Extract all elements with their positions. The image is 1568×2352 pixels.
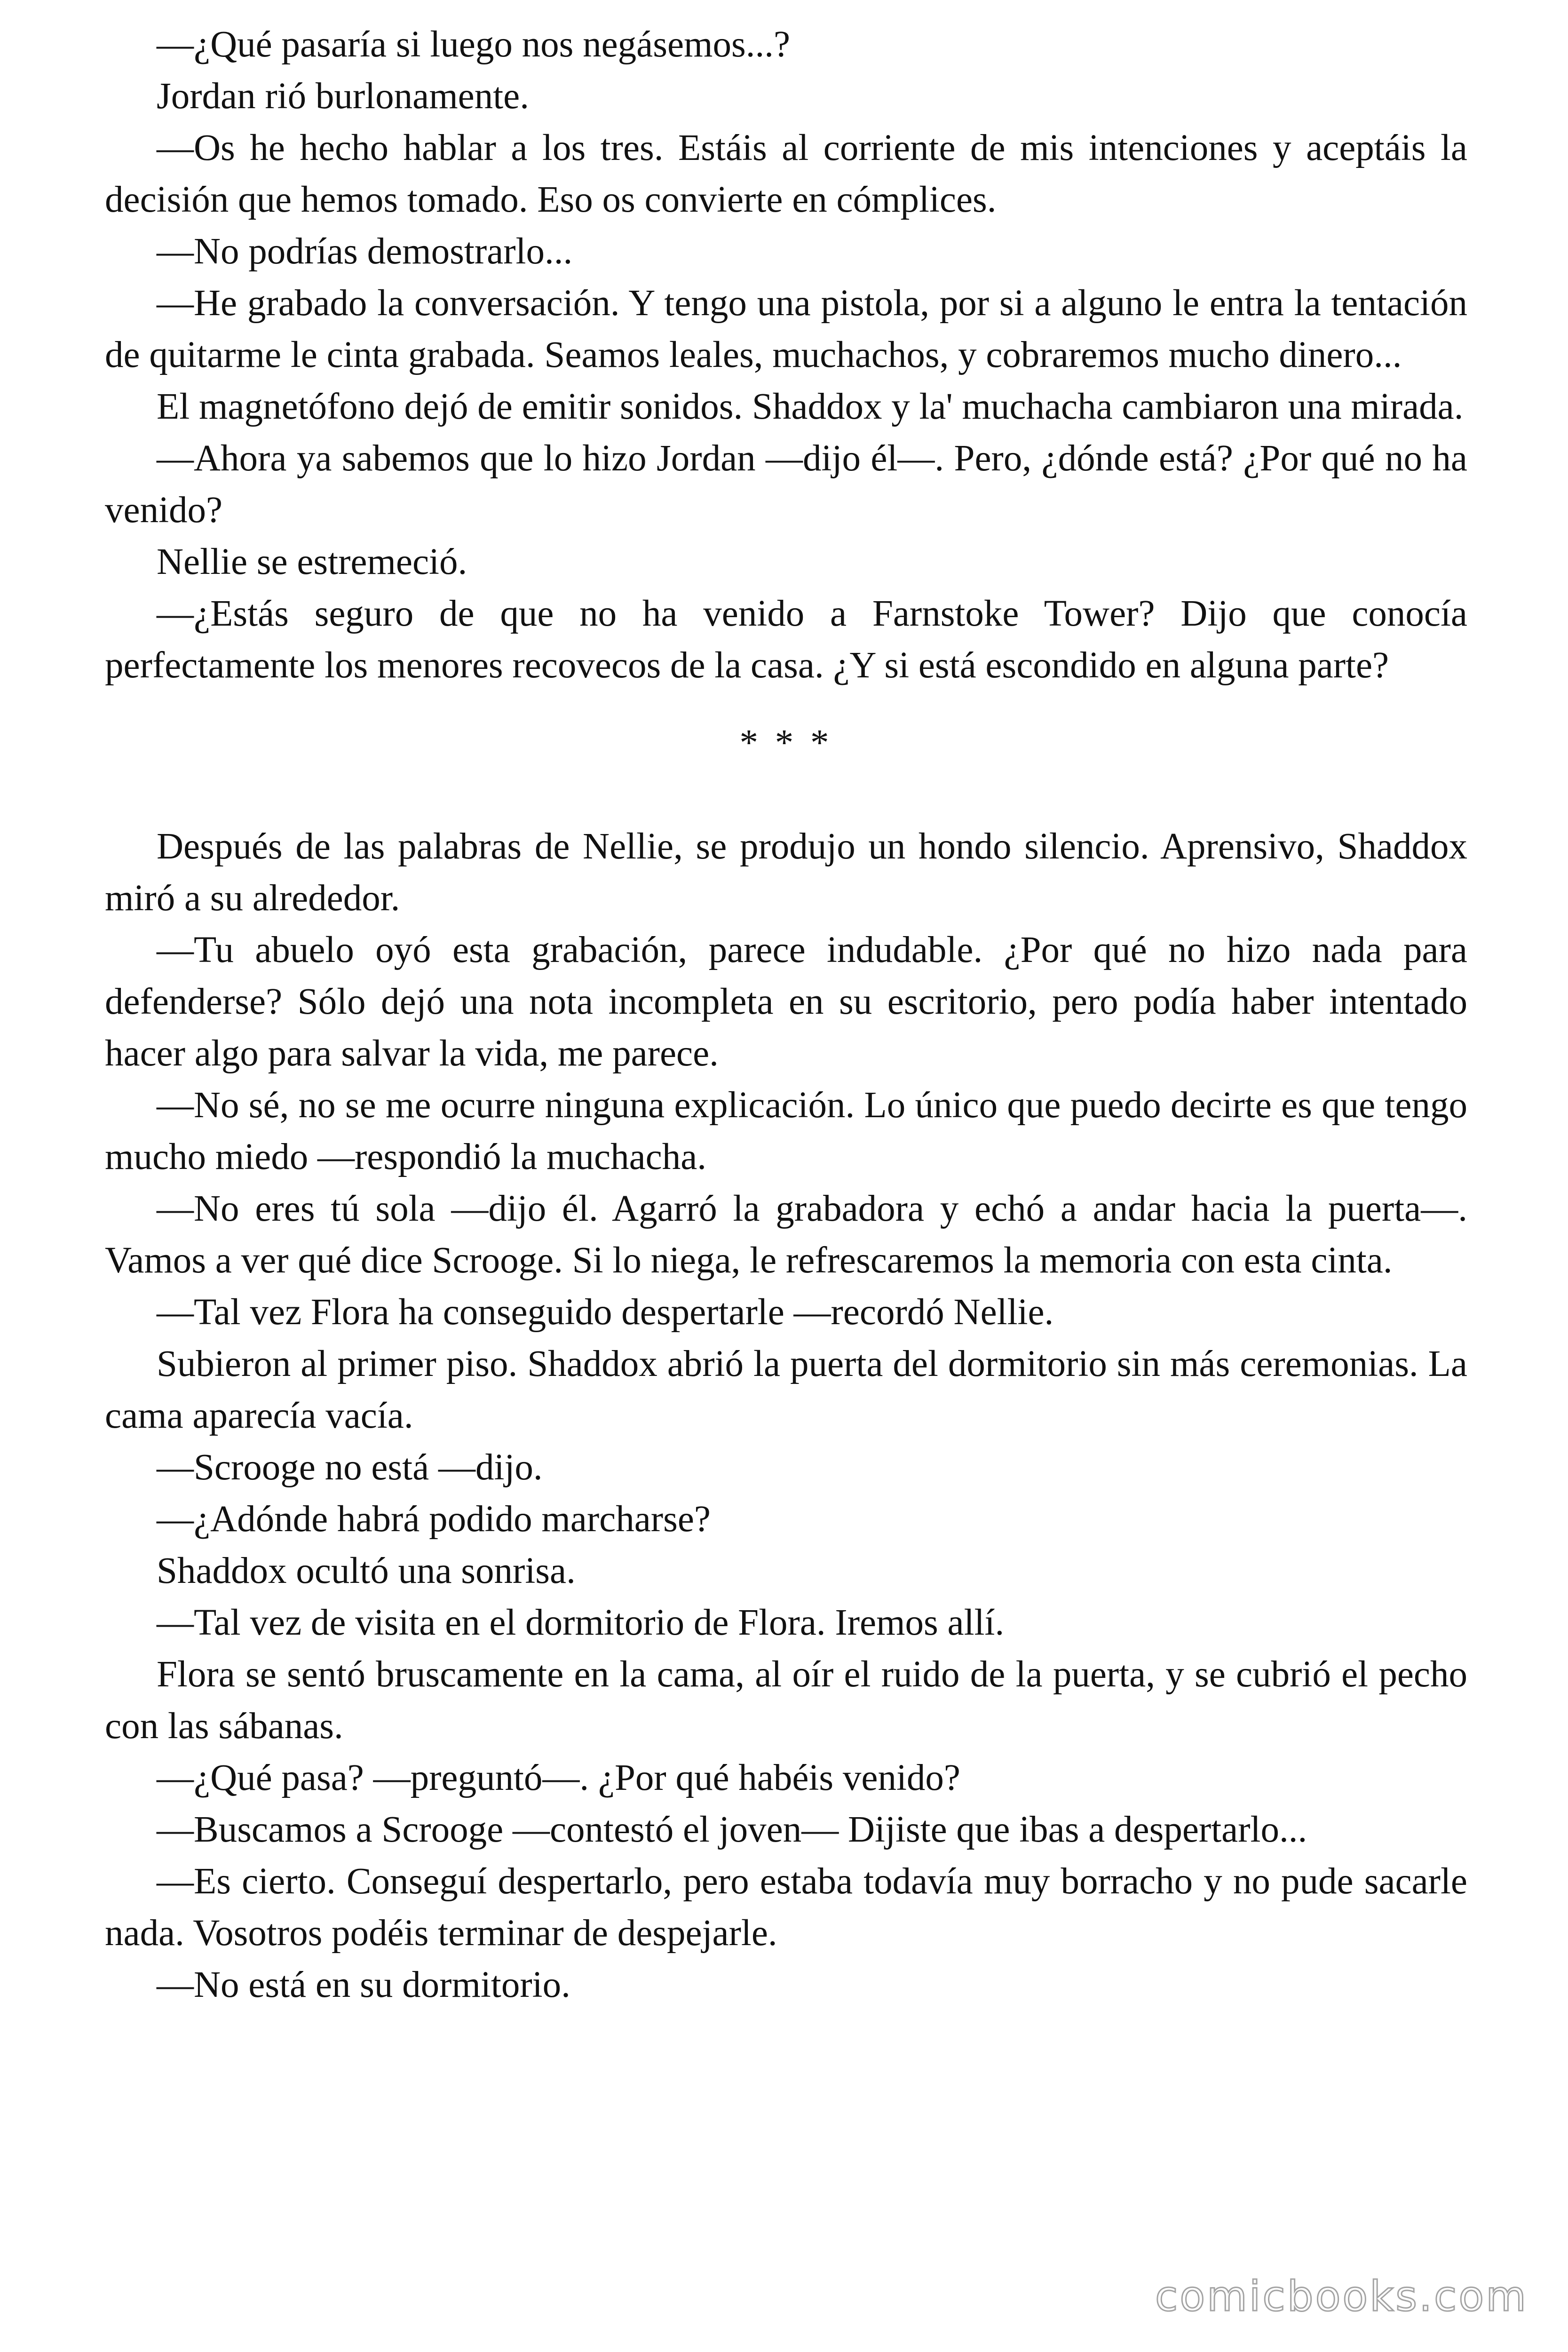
paragraph: —He grabado la conversación. Y tengo una pistola, por si a alguno le entra la tentación de quitarme le cinta grabada. Seamos leales, muchachos, y cobraremos mucho dinero...	[105, 283, 1467, 375]
paragraph: —Buscamos a Scrooge —contestó el joven— Dijiste que ibas a despertarlo...	[157, 1809, 1307, 1850]
section-separator: * * *	[739, 723, 833, 763]
paragraph: —No eres tú sola —dijo él. Agarró la grabadora y echó a andar hacia la puerta—. Vamos a ver qué dice Scrooge. Si lo niega, le refrescaremos la memoria con esta cinta.	[105, 1188, 1467, 1281]
paragraph: Jordan rió burlonamente.	[157, 76, 529, 117]
paragraph: —Os he hecho hablar a los tres. Estáis al corriente de mis intenciones y aceptáis la decisión que hemos tomado. Eso os convierte en cómplices.	[105, 127, 1467, 220]
paragraph: —Tal vez de visita en el dormitorio de Flora. Iremos allí.	[157, 1602, 1005, 1643]
paragraph: Subieron al primer piso. Shaddox abrió la puerta del dormitorio sin más ceremonias. La cama aparecía vacía.	[105, 1343, 1467, 1436]
paragraph: Después de las palabras de Nellie, se produjo un hondo silencio. Aprensivo, Shaddox miró a su alrededor.	[105, 826, 1467, 919]
paragraph: El magnetófono dejó de emitir sonidos. Shaddox y la' muchacha cambiaron una mirada.	[157, 386, 1464, 427]
page-text	[105, 19, 1467, 2011]
paragraph: —¿Qué pasa? —preguntó—. ¿Por qué habéis venido?	[157, 1757, 960, 1798]
watermark: comicbooks.com	[1155, 2272, 1528, 2320]
paragraph: Flora se sentó bruscamente en la cama, al oír el ruido de la puerta, y se cubrió el pecho con las sábanas.	[105, 1654, 1467, 1747]
paragraph: —Tu abuelo oyó esta grabación, parece indudable. ¿Por qué no hizo nada para defenderse? Sólo dejó una nota incompleta en su escritorio, pero podía haber intentado hacer algo para salvar la vida, me parece.	[105, 930, 1467, 1074]
paragraph: —No podrías demostrarlo...	[157, 231, 573, 272]
paragraph: —Ahora ya sabemos que lo hizo Jordan —dijo él—. Pero, ¿dónde está? ¿Por qué no ha venido?	[105, 438, 1467, 531]
paragraph: Nellie se estremeció.	[157, 541, 467, 582]
paragraph: —No sé, no se me ocurre ninguna explicación. Lo único que puedo decirte es que tengo mucho miedo —respondió la muchacha.	[105, 1085, 1467, 1177]
paragraph: —¿Estás seguro de que no ha venido a Farnstoke Tower? Dijo que conocía perfectamente los menores recovecos de la casa. ¿Y si está escondido en alguna parte?	[105, 593, 1467, 686]
paragraph: —Scrooge no está —dijo.	[157, 1447, 543, 1488]
paragraph: Shaddox ocultó una sonrisa.	[157, 1550, 576, 1591]
paragraph: —No está en su dormitorio.	[157, 1964, 570, 2005]
paragraph: —Tal vez Flora ha conseguido despertarle —recordó Nellie.	[157, 1292, 1054, 1333]
paragraph: —¿Qué pasaría si luego nos negásemos...?	[157, 24, 791, 65]
paragraph: —¿Adónde habrá podido marcharse?	[157, 1499, 711, 1540]
paragraph: —Es cierto. Conseguí despertarlo, pero estaba todavía muy borracho y no pude sacarle nada. Vosotros podéis terminar de despejarle.	[105, 1861, 1467, 1954]
